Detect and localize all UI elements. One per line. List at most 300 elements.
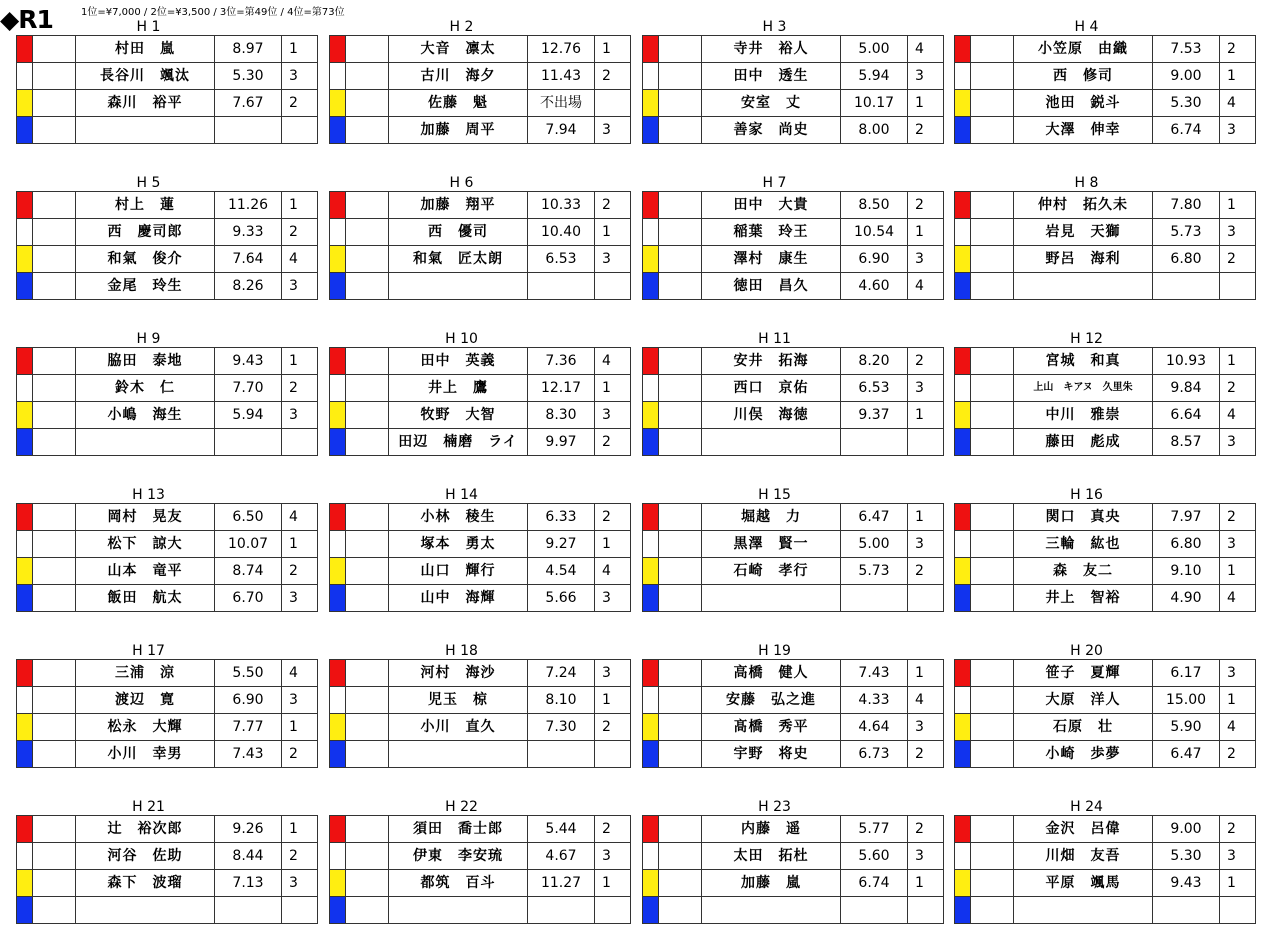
score-value: 5.94 bbox=[215, 402, 282, 429]
rank-value: 3 bbox=[1220, 117, 1256, 144]
rank-value: 2 bbox=[908, 117, 944, 144]
athlete-name: 加藤 周平 bbox=[389, 117, 528, 144]
lane-color-swatch bbox=[955, 273, 971, 300]
table-row bbox=[330, 531, 631, 558]
rank-value: 2 bbox=[282, 90, 318, 117]
athlete-name: 井上 智裕 bbox=[1014, 585, 1153, 612]
score-value bbox=[215, 117, 282, 144]
athlete-name: 児玉 椋 bbox=[389, 687, 528, 714]
blank-cell bbox=[33, 843, 76, 870]
athlete-name: 野呂 海利 bbox=[1014, 246, 1153, 273]
lane-color-swatch bbox=[955, 504, 971, 531]
heat-label: H 24 bbox=[1070, 799, 1103, 815]
blank-cell bbox=[346, 687, 389, 714]
rank-value: 3 bbox=[595, 843, 631, 870]
prize-subtitle: 1位=¥7,000 / 2位=¥3,500 / 3位=第49位 / 4位=第73位 bbox=[81, 7, 345, 18]
heat-label: H 17 bbox=[132, 643, 165, 659]
lane-color-swatch bbox=[17, 585, 33, 612]
table-row bbox=[955, 531, 1256, 558]
table-row bbox=[17, 660, 318, 687]
blank-cell bbox=[33, 660, 76, 687]
score-value: 5.50 bbox=[215, 660, 282, 687]
blank-cell bbox=[971, 273, 1014, 300]
blank-cell bbox=[346, 504, 389, 531]
table-row bbox=[17, 192, 318, 219]
blank-cell bbox=[971, 585, 1014, 612]
athlete-name: 佐藤 魁 bbox=[389, 90, 528, 117]
score-value: 7.24 bbox=[528, 660, 595, 687]
athlete-name: 古川 海夕 bbox=[389, 63, 528, 90]
lane-color-swatch bbox=[330, 687, 346, 714]
athlete-name: 牧野 大智 bbox=[389, 402, 528, 429]
athlete-name: 山本 竜平 bbox=[76, 558, 215, 585]
lane-color-swatch bbox=[17, 897, 33, 924]
lane-color-swatch bbox=[17, 273, 33, 300]
blank-cell bbox=[659, 504, 702, 531]
blank-cell bbox=[659, 375, 702, 402]
lane-color-swatch bbox=[330, 192, 346, 219]
athlete-name: 河村 海沙 bbox=[389, 660, 528, 687]
rank-value: 2 bbox=[282, 558, 318, 585]
score-value bbox=[528, 273, 595, 300]
score-value: 9.00 bbox=[1153, 63, 1220, 90]
score-value: 8.50 bbox=[841, 192, 908, 219]
blank-cell bbox=[346, 897, 389, 924]
rank-value bbox=[908, 585, 944, 612]
lane-color-swatch bbox=[17, 429, 33, 456]
score-value: 9.43 bbox=[215, 348, 282, 375]
score-value: 5.94 bbox=[841, 63, 908, 90]
athlete-name: 関口 真央 bbox=[1014, 504, 1153, 531]
table-row bbox=[330, 687, 631, 714]
table-row bbox=[17, 429, 318, 456]
rank-value: 1 bbox=[282, 531, 318, 558]
score-value: 5.44 bbox=[528, 816, 595, 843]
athlete-name: 森下 波瑠 bbox=[76, 870, 215, 897]
score-value: 7.64 bbox=[215, 246, 282, 273]
athlete-name: 渡辺 寛 bbox=[76, 687, 215, 714]
score-value: 6.90 bbox=[841, 246, 908, 273]
table-row bbox=[330, 816, 631, 843]
table-row bbox=[17, 375, 318, 402]
heat-label: H 8 bbox=[1074, 175, 1099, 191]
athlete-name: 金尾 玲生 bbox=[76, 273, 215, 300]
blank-cell bbox=[33, 585, 76, 612]
rank-value: 1 bbox=[595, 870, 631, 897]
lane-color-swatch bbox=[330, 870, 346, 897]
lane-color-swatch bbox=[955, 429, 971, 456]
lane-color-swatch bbox=[330, 375, 346, 402]
table-row bbox=[643, 558, 944, 585]
rank-value: 3 bbox=[595, 585, 631, 612]
table-row bbox=[330, 219, 631, 246]
rank-value: 2 bbox=[595, 504, 631, 531]
blank-cell bbox=[346, 843, 389, 870]
rank-value: 4 bbox=[595, 348, 631, 375]
score-value: 8.97 bbox=[215, 36, 282, 63]
athlete-name: 三浦 涼 bbox=[76, 660, 215, 687]
score-value: 9.43 bbox=[1153, 870, 1220, 897]
rank-value: 3 bbox=[282, 63, 318, 90]
blank-cell bbox=[971, 375, 1014, 402]
rank-value: 2 bbox=[1220, 375, 1256, 402]
lane-color-swatch bbox=[17, 531, 33, 558]
blank-cell bbox=[33, 90, 76, 117]
lane-color-swatch bbox=[955, 741, 971, 768]
blank-cell bbox=[971, 687, 1014, 714]
table-row bbox=[643, 63, 944, 90]
score-value bbox=[841, 429, 908, 456]
blank-cell bbox=[971, 870, 1014, 897]
table-row bbox=[955, 504, 1256, 531]
blank-cell bbox=[659, 246, 702, 273]
table-row bbox=[330, 504, 631, 531]
table-row bbox=[955, 741, 1256, 768]
heat-table bbox=[642, 191, 944, 300]
blank-cell bbox=[659, 36, 702, 63]
score-value bbox=[528, 897, 595, 924]
lane-color-swatch bbox=[17, 741, 33, 768]
athlete-name: 石原 壮 bbox=[1014, 714, 1153, 741]
lane-color-swatch bbox=[330, 558, 346, 585]
table-row bbox=[643, 375, 944, 402]
blank-cell bbox=[659, 219, 702, 246]
lane-color-swatch bbox=[17, 402, 33, 429]
heat-label: H 4 bbox=[1074, 19, 1099, 35]
lane-color-swatch bbox=[330, 843, 346, 870]
lane-color-swatch bbox=[643, 585, 659, 612]
blank-cell bbox=[659, 531, 702, 558]
table-row bbox=[330, 192, 631, 219]
score-value: 5.30 bbox=[1153, 843, 1220, 870]
table-row bbox=[330, 585, 631, 612]
rank-value: 3 bbox=[1220, 531, 1256, 558]
athlete-name: 内藤 遥 bbox=[702, 816, 841, 843]
rank-value bbox=[1220, 273, 1256, 300]
score-value: 4.33 bbox=[841, 687, 908, 714]
heat-table bbox=[329, 659, 631, 768]
score-value: 5.90 bbox=[1153, 714, 1220, 741]
table-row bbox=[17, 246, 318, 273]
rank-value: 1 bbox=[282, 36, 318, 63]
blank-cell bbox=[33, 219, 76, 246]
rank-value: 4 bbox=[1220, 402, 1256, 429]
lane-color-swatch bbox=[955, 375, 971, 402]
rank-value: 4 bbox=[282, 246, 318, 273]
rank-value: 1 bbox=[1220, 63, 1256, 90]
table-row bbox=[17, 348, 318, 375]
rank-value: 1 bbox=[1220, 558, 1256, 585]
lane-color-swatch bbox=[643, 219, 659, 246]
blank-cell bbox=[659, 816, 702, 843]
rank-value: 3 bbox=[282, 870, 318, 897]
lane-color-swatch bbox=[330, 63, 346, 90]
score-value: 8.00 bbox=[841, 117, 908, 144]
heat-table bbox=[16, 659, 318, 768]
lane-color-swatch bbox=[643, 897, 659, 924]
score-value bbox=[528, 741, 595, 768]
lane-color-swatch bbox=[330, 348, 346, 375]
score-value: 5.00 bbox=[841, 531, 908, 558]
table-row bbox=[17, 687, 318, 714]
blank-cell bbox=[971, 348, 1014, 375]
athlete-name: 小川 直久 bbox=[389, 714, 528, 741]
lane-color-swatch bbox=[643, 90, 659, 117]
athlete-name: 辻 裕次郎 bbox=[76, 816, 215, 843]
score-value: 7.97 bbox=[1153, 504, 1220, 531]
blank-cell bbox=[659, 714, 702, 741]
rank-value: 4 bbox=[595, 558, 631, 585]
lane-color-swatch bbox=[643, 843, 659, 870]
rank-value: 1 bbox=[908, 660, 944, 687]
rank-value: 3 bbox=[908, 714, 944, 741]
rank-value: 2 bbox=[282, 843, 318, 870]
heat-label: H 15 bbox=[758, 487, 791, 503]
lane-color-swatch bbox=[643, 429, 659, 456]
table-row bbox=[643, 36, 944, 63]
blank-cell bbox=[659, 63, 702, 90]
table-row bbox=[955, 192, 1256, 219]
athlete-name: 川俣 海徳 bbox=[702, 402, 841, 429]
lane-color-swatch bbox=[643, 660, 659, 687]
score-value: 5.66 bbox=[528, 585, 595, 612]
table-row bbox=[17, 870, 318, 897]
blank-cell bbox=[659, 90, 702, 117]
lane-color-swatch bbox=[17, 63, 33, 90]
lane-color-swatch bbox=[955, 660, 971, 687]
score-value: 5.00 bbox=[841, 36, 908, 63]
score-value: 7.70 bbox=[215, 375, 282, 402]
heat-label: H 10 bbox=[445, 331, 478, 347]
lane-color-swatch bbox=[955, 585, 971, 612]
table-row bbox=[17, 36, 318, 63]
table-row bbox=[643, 192, 944, 219]
heat-table bbox=[329, 503, 631, 612]
table-row bbox=[330, 897, 631, 924]
table-row bbox=[643, 741, 944, 768]
rank-value: 4 bbox=[1220, 714, 1256, 741]
athlete-name: 和氣 俊介 bbox=[76, 246, 215, 273]
blank-cell bbox=[33, 375, 76, 402]
blank-cell bbox=[971, 558, 1014, 585]
lane-color-swatch bbox=[955, 870, 971, 897]
score-value: 11.26 bbox=[215, 192, 282, 219]
score-value: 8.30 bbox=[528, 402, 595, 429]
table-row bbox=[955, 897, 1256, 924]
table-row bbox=[643, 660, 944, 687]
table-row bbox=[955, 816, 1256, 843]
rank-value: 2 bbox=[282, 375, 318, 402]
blank-cell bbox=[346, 375, 389, 402]
lane-color-swatch bbox=[955, 714, 971, 741]
table-row bbox=[17, 843, 318, 870]
rank-value: 4 bbox=[1220, 90, 1256, 117]
blank-cell bbox=[659, 585, 702, 612]
lane-color-swatch bbox=[330, 219, 346, 246]
athlete-name: 安室 丈 bbox=[702, 90, 841, 117]
rank-value: 1 bbox=[908, 219, 944, 246]
table-row bbox=[330, 375, 631, 402]
rank-value: 2 bbox=[908, 348, 944, 375]
score-value: 6.33 bbox=[528, 504, 595, 531]
score-value: 15.00 bbox=[1153, 687, 1220, 714]
heat-label: H 6 bbox=[449, 175, 474, 191]
blank-cell bbox=[33, 36, 76, 63]
rank-value: 4 bbox=[282, 504, 318, 531]
athlete-name: 岩見 天獅 bbox=[1014, 219, 1153, 246]
athlete-name: 井上 鷹 bbox=[389, 375, 528, 402]
table-row bbox=[643, 429, 944, 456]
lane-color-swatch bbox=[643, 273, 659, 300]
rank-value: 1 bbox=[908, 90, 944, 117]
score-value: 9.33 bbox=[215, 219, 282, 246]
score-value: 6.90 bbox=[215, 687, 282, 714]
table-row bbox=[17, 402, 318, 429]
athlete-name: 山中 海輝 bbox=[389, 585, 528, 612]
blank-cell bbox=[971, 816, 1014, 843]
table-row bbox=[330, 843, 631, 870]
table-row bbox=[330, 36, 631, 63]
table-row bbox=[955, 660, 1256, 687]
lane-color-swatch bbox=[17, 843, 33, 870]
heat-table bbox=[329, 35, 631, 144]
lane-color-swatch bbox=[643, 192, 659, 219]
rank-value bbox=[595, 741, 631, 768]
lane-color-swatch bbox=[330, 531, 346, 558]
rank-value: 1 bbox=[595, 687, 631, 714]
lane-color-swatch bbox=[17, 117, 33, 144]
score-value: 6.53 bbox=[841, 375, 908, 402]
score-value: 7.94 bbox=[528, 117, 595, 144]
lane-color-swatch bbox=[17, 219, 33, 246]
score-value: 5.73 bbox=[1153, 219, 1220, 246]
rank-value bbox=[595, 90, 631, 117]
athlete-name: 金沢 呂偉 bbox=[1014, 816, 1153, 843]
lane-color-swatch bbox=[17, 90, 33, 117]
athlete-name: 村田 嵐 bbox=[76, 36, 215, 63]
rank-value: 3 bbox=[1220, 843, 1256, 870]
score-value: 6.80 bbox=[1153, 531, 1220, 558]
blank-cell bbox=[33, 741, 76, 768]
rank-value: 4 bbox=[908, 687, 944, 714]
lane-color-swatch bbox=[330, 273, 346, 300]
score-value: 12.76 bbox=[528, 36, 595, 63]
rank-value: 2 bbox=[908, 192, 944, 219]
heat-table bbox=[954, 503, 1256, 612]
athlete-name bbox=[702, 897, 841, 924]
table-row bbox=[955, 402, 1256, 429]
rank-value: 3 bbox=[282, 402, 318, 429]
table-row bbox=[330, 348, 631, 375]
lane-color-swatch bbox=[955, 348, 971, 375]
rank-value: 1 bbox=[1220, 687, 1256, 714]
heat-table bbox=[954, 191, 1256, 300]
rank-value: 2 bbox=[1220, 36, 1256, 63]
lane-color-swatch bbox=[643, 246, 659, 273]
rank-value: 2 bbox=[595, 63, 631, 90]
table-row bbox=[17, 558, 318, 585]
table-row bbox=[955, 585, 1256, 612]
score-value: 7.80 bbox=[1153, 192, 1220, 219]
athlete-name: 宮城 和真 bbox=[1014, 348, 1153, 375]
blank-cell bbox=[33, 504, 76, 531]
athlete-name: 安藤 弘之進 bbox=[702, 687, 841, 714]
athlete-name: 小嶋 海生 bbox=[76, 402, 215, 429]
rank-value: 4 bbox=[908, 36, 944, 63]
table-row bbox=[955, 375, 1256, 402]
score-value: 11.27 bbox=[528, 870, 595, 897]
score-value: 10.93 bbox=[1153, 348, 1220, 375]
heat-table bbox=[954, 815, 1256, 924]
lane-color-swatch bbox=[330, 897, 346, 924]
athlete-name: 小崎 歩夢 bbox=[1014, 741, 1153, 768]
rank-value: 3 bbox=[282, 585, 318, 612]
athlete-name: 安井 拓海 bbox=[702, 348, 841, 375]
heat-label: H 13 bbox=[132, 487, 165, 503]
table-row bbox=[955, 273, 1256, 300]
lane-color-swatch bbox=[330, 585, 346, 612]
score-value: 10.40 bbox=[528, 219, 595, 246]
rank-value: 2 bbox=[1220, 816, 1256, 843]
athlete-name: 大音 凛太 bbox=[389, 36, 528, 63]
athlete-name: 和氣 匠太朗 bbox=[389, 246, 528, 273]
lane-color-swatch bbox=[955, 816, 971, 843]
table-row bbox=[17, 90, 318, 117]
blank-cell bbox=[971, 504, 1014, 531]
blank-cell bbox=[659, 273, 702, 300]
athlete-name bbox=[1014, 897, 1153, 924]
lane-color-swatch bbox=[17, 375, 33, 402]
score-value: 6.47 bbox=[1153, 741, 1220, 768]
lane-color-swatch bbox=[955, 843, 971, 870]
score-value bbox=[1153, 273, 1220, 300]
heat-label: H 21 bbox=[132, 799, 165, 815]
table-row bbox=[17, 273, 318, 300]
rank-value bbox=[908, 897, 944, 924]
rank-value: 3 bbox=[908, 246, 944, 273]
table-row bbox=[643, 843, 944, 870]
blank-cell bbox=[33, 117, 76, 144]
table-row bbox=[955, 90, 1256, 117]
lane-color-swatch bbox=[643, 558, 659, 585]
blank-cell bbox=[659, 117, 702, 144]
rank-value: 3 bbox=[908, 63, 944, 90]
blank-cell bbox=[659, 192, 702, 219]
score-value bbox=[841, 585, 908, 612]
rank-value: 4 bbox=[282, 660, 318, 687]
rank-value: 2 bbox=[908, 816, 944, 843]
table-row bbox=[17, 504, 318, 531]
table-row bbox=[955, 843, 1256, 870]
table-row bbox=[17, 741, 318, 768]
lane-color-swatch bbox=[330, 246, 346, 273]
lane-color-swatch bbox=[330, 429, 346, 456]
table-row bbox=[643, 870, 944, 897]
table-row bbox=[955, 687, 1256, 714]
score-value: 10.17 bbox=[841, 90, 908, 117]
score-value: 6.17 bbox=[1153, 660, 1220, 687]
blank-cell bbox=[346, 192, 389, 219]
score-value: 6.80 bbox=[1153, 246, 1220, 273]
score-value: 5.73 bbox=[841, 558, 908, 585]
athlete-name: 大原 洋人 bbox=[1014, 687, 1153, 714]
score-value: 4.54 bbox=[528, 558, 595, 585]
blank-cell bbox=[346, 816, 389, 843]
blank-cell bbox=[971, 402, 1014, 429]
table-row bbox=[17, 816, 318, 843]
table-row bbox=[643, 504, 944, 531]
athlete-name: 鈴木 仁 bbox=[76, 375, 215, 402]
